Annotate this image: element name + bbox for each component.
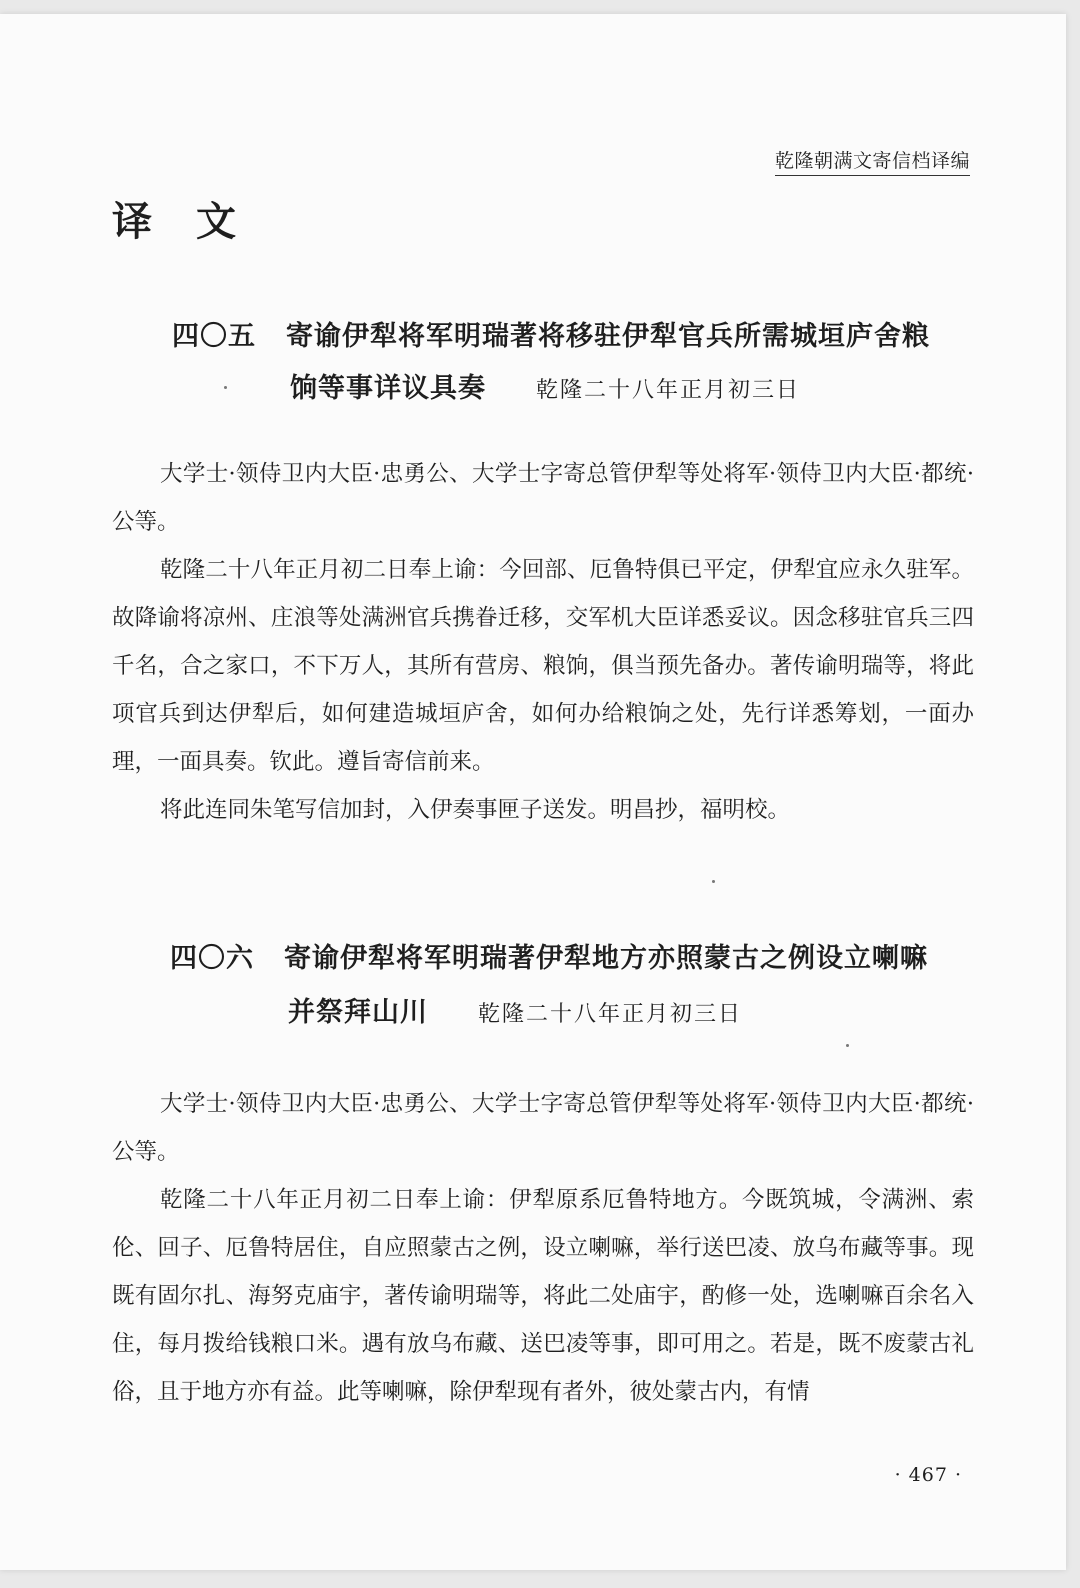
entry-title-text: 饷等事详议具奏 bbox=[290, 373, 486, 404]
paragraph: 大学士·领侍卫内大臣·忠勇公、大学士字寄总管伊犁等处将军·领侍卫内大臣·都统·公等。 bbox=[112, 461, 974, 535]
entry-title-line-1 bbox=[172, 314, 930, 353]
entry-title-line-2 bbox=[290, 366, 800, 405]
entry-title-text: 寄谕伊犁将军明瑞著伊犁地方亦照蒙古之例设立喇嘛 bbox=[284, 943, 928, 974]
entry-body-406 bbox=[112, 1080, 974, 1416]
document-page bbox=[0, 14, 1066, 1570]
paragraph: 将此连同朱笔写信加封，入伊奏事匣子送发。明昌抄，福明校。 bbox=[160, 797, 791, 823]
entry-number: 四〇六 bbox=[170, 943, 254, 974]
running-head: 乾隆朝满文寄信档译编 bbox=[775, 146, 970, 176]
entry-title-line-2 bbox=[288, 990, 742, 1029]
entry-body-405 bbox=[112, 450, 974, 834]
entry-title-text: 并祭拜山川 bbox=[288, 997, 428, 1028]
scan-speck bbox=[712, 880, 715, 883]
paragraph: 乾隆二十八年正月初二日奉上谕：今回部、厄鲁特俱已平定，伊犁宜应永久驻军。故降谕将凉州、庄浪等处满洲官兵携眷迁移，交军机大臣详悉妥议。因念移驻官兵三四千名，合之家口，不下万人，其所有营房、粮饷，俱当预先备办。著传谕明瑞等，将此项官兵到达伊犁后，如何建造城垣庐舍，如何办给粮饷之处，先行详悉筹划，一面办理，一面具奏。钦此。遵旨寄信前来。 bbox=[112, 557, 974, 775]
page-number: · 467 · bbox=[894, 1464, 962, 1486]
paragraph: 乾隆二十八年正月初二日奉上谕：伊犁原系厄鲁特地方。今既筑城，令满洲、索伦、回子、厄鲁特居住，自应照蒙古之例，设立喇嘛，举行送巴凌、放乌布藏等事。现既有固尔扎、海努克庙宇，著传谕明瑞等，将此二处庙宇，酌修一处，选喇嘛百余名入住，每月拨给钱粮口米。遇有放乌布藏、送巴凌等事，即可用之。若是，既不废蒙古礼俗，且于地方亦有益。此等喇嘛，除伊犁现有者外，彼处蒙古内，有情 bbox=[112, 1187, 974, 1405]
entry-title-line-1 bbox=[170, 936, 928, 975]
scan-speck bbox=[846, 1044, 849, 1047]
entry-date: 乾隆二十八年正月初三日 bbox=[478, 1002, 743, 1027]
paragraph: 大学士·领侍卫内大臣·忠勇公、大学士字寄总管伊犁等处将军·领侍卫内大臣·都统·公等。 bbox=[112, 1091, 974, 1165]
entry-title-text: 寄谕伊犁将军明瑞著将移驻伊犁官兵所需城垣庐舍粮 bbox=[286, 321, 930, 352]
section-title: 译文 bbox=[112, 199, 280, 245]
entry-date: 乾隆二十八年正月初三日 bbox=[536, 378, 801, 403]
entry-number: 四〇五 bbox=[172, 321, 256, 352]
scan-speck bbox=[224, 386, 227, 389]
